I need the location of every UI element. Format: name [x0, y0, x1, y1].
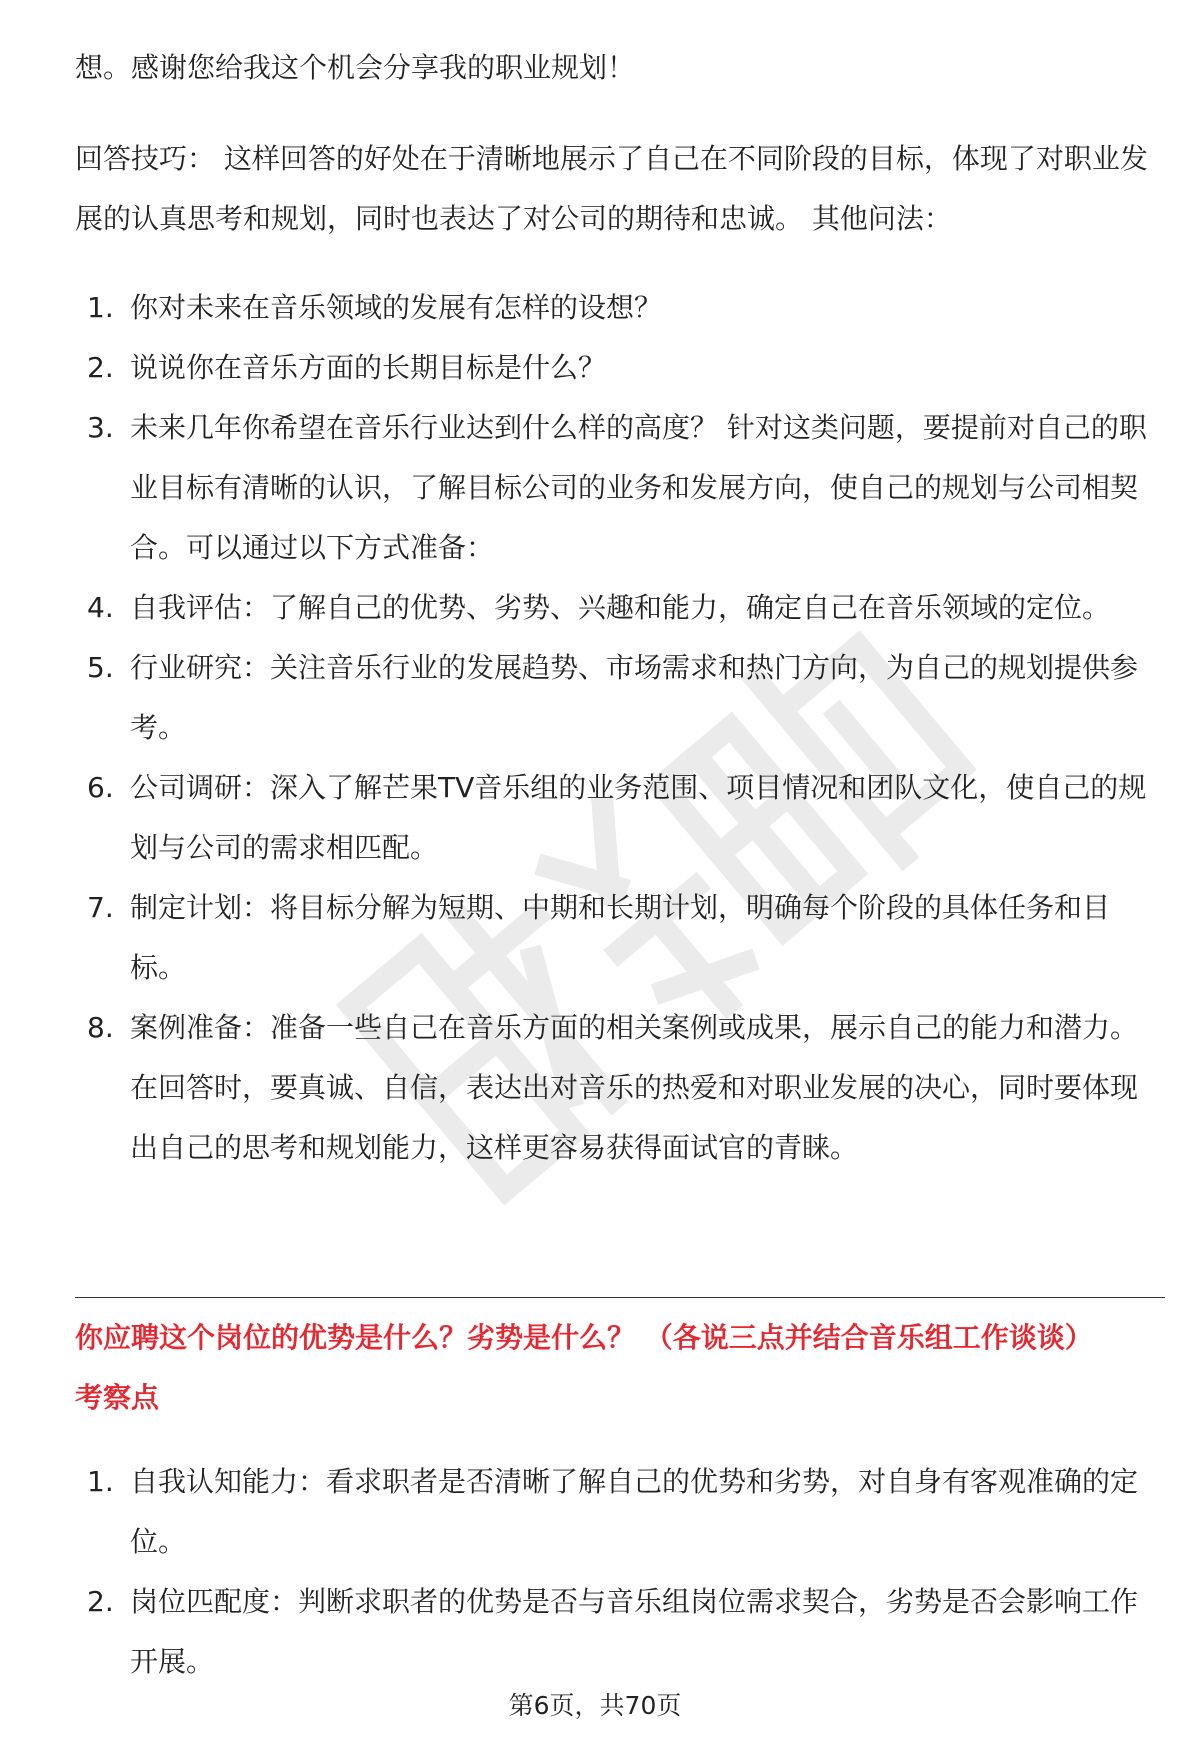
list-item-text: 制定计划：将目标分解为短期、中期和长期计划，明确每个阶段的具体任务和目标。: [130, 891, 1111, 984]
list-item-number: 6.: [87, 771, 114, 804]
list-item-number: 7.: [87, 891, 114, 924]
list-item-number: 1.: [87, 1465, 114, 1498]
closing-line: 想。感谢您给我这个机会分享我的职业规划！: [75, 51, 636, 84]
list-item: [75, 758, 1165, 878]
list-item-number: 2.: [87, 351, 114, 384]
list-item-text: 岗位匹配度：判断求职者的优势是否与音乐组岗位需求契合，劣势是否会影响工作开展。: [130, 1585, 1139, 1678]
list-item-text: 说说你在音乐方面的长期目标是什么？: [130, 351, 607, 384]
list-item-number: 3.: [87, 411, 114, 444]
list-item-text: 公司调研：深入了解芒果TV音乐组的业务范围、项目情况和团队文化，使自己的规划与公司的需求相匹配。: [130, 771, 1147, 864]
list-item-number: 4.: [87, 591, 114, 624]
list-item-number: 2.: [87, 1585, 114, 1618]
tips-paragraph: 回答技巧： 这样回答的好处在于清晰地展示了自己在不同阶段的目标，体现了对职业发展的认真思考和规划，同时也表达了对公司的期待和忠诚。 其他问法：: [75, 142, 1148, 235]
assessment-points-list: [75, 1452, 1165, 1692]
section-divider: [75, 1297, 1165, 1298]
list-item-text: 未来几年你希望在音乐行业达到什么样的高度？ 针对这类问题，要提前对自己的职业目标有清晰的认识，了解目标公司的业务和发展方向，使自己的规划与公司相契合。可以通过以下方式准备：: [130, 411, 1147, 564]
list-item-text: 你对未来在音乐领域的发展有怎样的设想？: [130, 291, 663, 324]
list-item: [75, 1452, 1165, 1572]
list-item-text: 行业研究：关注音乐行业的发展趋势、市场需求和热门方向，为自己的规划提供参考。: [130, 651, 1139, 744]
list-item: [75, 578, 1165, 638]
assessment-points-heading: 考察点: [75, 1381, 160, 1414]
list-item: [75, 878, 1165, 998]
list-item-number: 5.: [87, 651, 114, 684]
list-item: [75, 278, 1165, 338]
list-item-text: 自我认知能力：看求职者是否清晰了解自己的优势和劣势，对自身有客观准确的定位。: [130, 1465, 1139, 1558]
list-item: [75, 398, 1165, 578]
list-item-number: 8.: [87, 1011, 114, 1044]
list-item-text: 自我评估：了解自己的优势、劣势、兴趣和能力，确定自己在音乐领域的定位。: [130, 591, 1111, 624]
question-heading: 你应聘这个岗位的优势是什么？劣势是什么？ （各说三点并结合音乐组工作谈谈）: [75, 1321, 1093, 1354]
list-item: [75, 1572, 1165, 1692]
page-number-footer: 第6页，共70页: [508, 1691, 682, 1720]
list-item-number: 1.: [87, 291, 114, 324]
list-item: [75, 638, 1165, 758]
list-item: [75, 998, 1165, 1178]
alternate-questions-list: [75, 278, 1165, 1178]
list-item-text: 案例准备：准备一些自己在音乐方面的相关案例或成果，展示自己的能力和潜力。 在回答时，要真诚、自信，表达出对音乐的热爱和对职业发展的决心，同时要体现出自己的思考和规划能力，这样更容易获得面试官的青睐。: [130, 1011, 1139, 1164]
list-item: [75, 338, 1165, 398]
